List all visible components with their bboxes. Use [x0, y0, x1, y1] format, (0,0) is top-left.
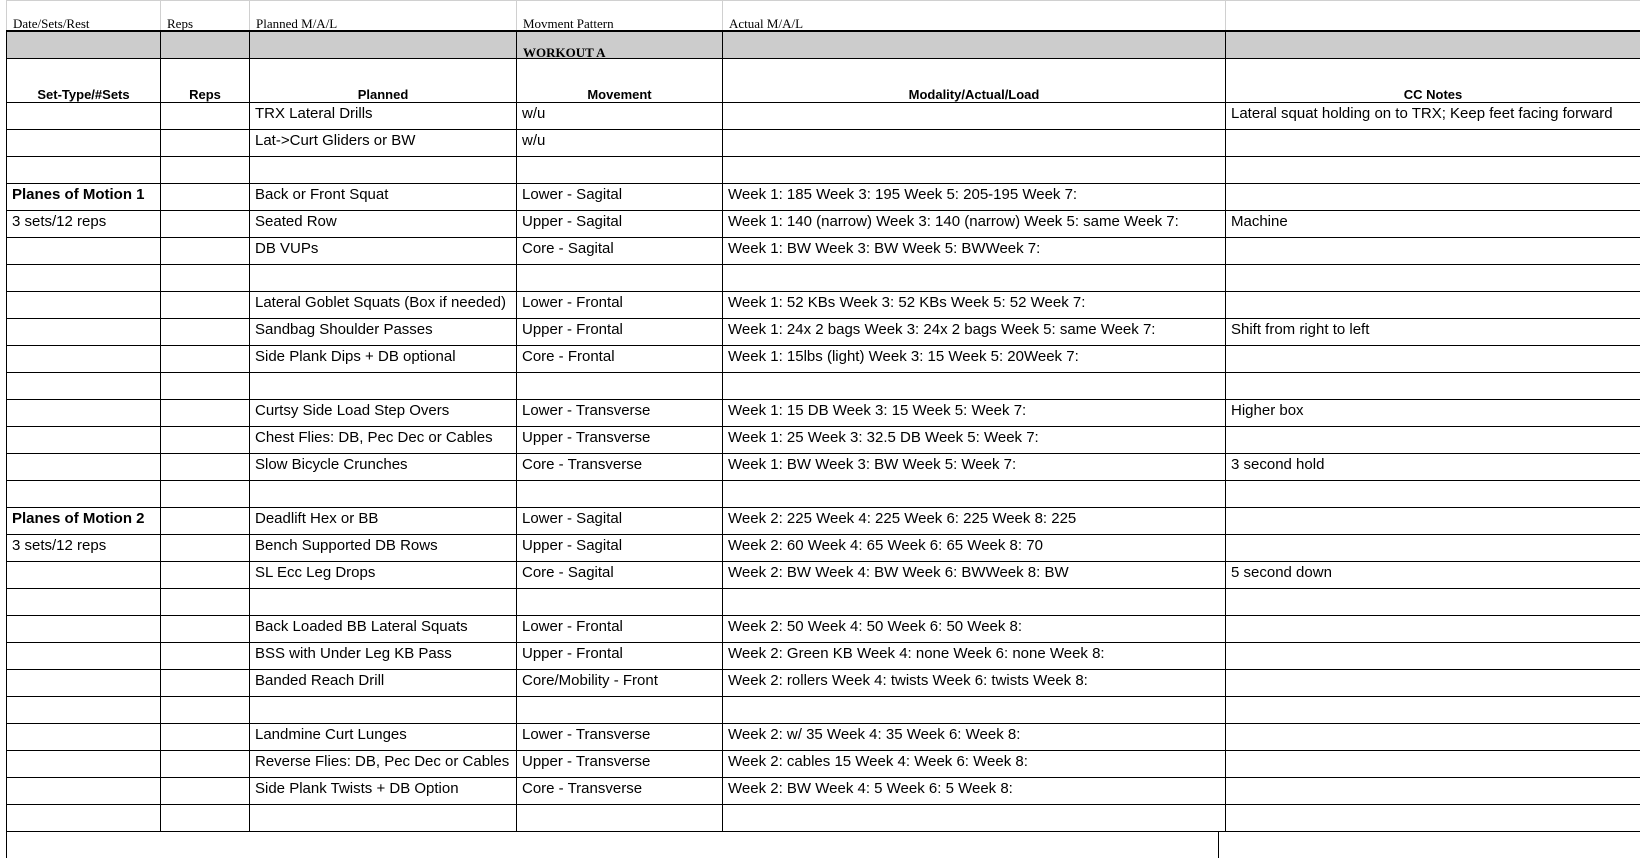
- cell-set-type[interactable]: 3 sets/12 reps: [6, 211, 160, 238]
- cell-planned[interactable]: Banded Reach Drill: [249, 670, 516, 697]
- cell-movement[interactable]: [516, 157, 722, 184]
- cell-cc-notes[interactable]: [1225, 697, 1640, 724]
- cell-planned[interactable]: TRX Lateral Drills: [249, 103, 516, 130]
- cell-reps[interactable]: [160, 346, 249, 373]
- cell-set-type[interactable]: [6, 481, 160, 508]
- table-row: [6, 562, 1640, 589]
- cell-set-type[interactable]: Planes of Motion 1: [6, 184, 160, 211]
- cell-movement[interactable]: [516, 373, 722, 400]
- cell-movement[interactable]: Upper - Sagital: [516, 535, 722, 562]
- cell-planned[interactable]: Landmine Curt Lunges: [249, 724, 516, 751]
- cell-modality[interactable]: [722, 265, 1225, 292]
- table-row: [6, 589, 1640, 616]
- header-date-sets-rest[interactable]: Date/Sets/Rest: [6, 0, 160, 30]
- cell-modality[interactable]: Week 1: 24x 2 bags Week 3: 24x 2 bags Week 5: same Week 7:: [722, 319, 1225, 346]
- cell-cc-notes[interactable]: [1225, 481, 1640, 508]
- cell-planned[interactable]: [249, 589, 516, 616]
- cell-cc-notes[interactable]: [1225, 778, 1640, 805]
- cell-reps[interactable]: [160, 778, 249, 805]
- cell-cc-notes[interactable]: [1225, 184, 1640, 211]
- cell-modality[interactable]: Week 2: cables 15 Week 4: Week 6: Week 8:: [722, 751, 1225, 778]
- cell-modality[interactable]: Week 1: 15lbs (light) Week 3: 15 Week 5: 20Week 7:: [722, 346, 1225, 373]
- cell-cc-notes[interactable]: [1225, 508, 1640, 535]
- section-cell[interactable]: [1225, 30, 1640, 59]
- cell-set-type[interactable]: [6, 238, 160, 265]
- section-cell[interactable]: [6, 30, 160, 59]
- cell-movement[interactable]: Upper - Transverse: [516, 427, 722, 454]
- cell-set-type[interactable]: Planes of Motion 2: [6, 508, 160, 535]
- cell-movement[interactable]: Core - Transverse: [516, 778, 722, 805]
- cell-modality[interactable]: [722, 697, 1225, 724]
- cell-cc-notes[interactable]: 5 second down: [1225, 562, 1640, 589]
- cell-movement[interactable]: Lower - Transverse: [516, 724, 722, 751]
- cell-set-type[interactable]: [6, 130, 160, 157]
- cell-planned[interactable]: Side Plank Twists + DB Option: [249, 778, 516, 805]
- cell-movement[interactable]: Core/Mobility - Front: [516, 670, 722, 697]
- cell-set-type[interactable]: [6, 643, 160, 670]
- cell-planned[interactable]: [249, 373, 516, 400]
- cell-modality[interactable]: [722, 130, 1225, 157]
- cell-planned[interactable]: Sandbag Shoulder Passes: [249, 319, 516, 346]
- header-actual-mal[interactable]: Actual M/A/L: [722, 0, 1225, 30]
- table-row: [6, 535, 1640, 562]
- table-row: [6, 130, 1640, 157]
- cell-modality[interactable]: Week 2: w/ 35 Week 4: 35 Week 6: Week 8:: [722, 724, 1225, 751]
- cell-planned[interactable]: Back Loaded BB Lateral Squats: [249, 616, 516, 643]
- cell-reps[interactable]: [160, 724, 249, 751]
- table-row: [6, 184, 1640, 211]
- cell-movement[interactable]: Upper - Frontal: [516, 643, 722, 670]
- table-row: [6, 211, 1640, 238]
- cell-reps[interactable]: [160, 751, 249, 778]
- table-row: [6, 292, 1640, 319]
- cell-modality[interactable]: Week 2: rollers Week 4: twists Week 6: twists Week 8:: [722, 670, 1225, 697]
- cell-planned[interactable]: Back or Front Squat: [249, 184, 516, 211]
- cell-modality[interactable]: Week 1: 140 (narrow) Week 3: 140 (narrow) Week 5: same Week 7:: [722, 211, 1225, 238]
- cell-modality[interactable]: [722, 373, 1225, 400]
- cell-set-type[interactable]: [6, 319, 160, 346]
- cell-planned[interactable]: Chest Flies: DB, Pec Dec or Cables: [249, 427, 516, 454]
- section-cell[interactable]: [722, 30, 1225, 59]
- cell-reps[interactable]: [160, 562, 249, 589]
- cell-reps[interactable]: [160, 427, 249, 454]
- table-row: [6, 238, 1640, 265]
- cell-cc-notes[interactable]: [1225, 535, 1640, 562]
- cell-movement[interactable]: Lower - Transverse: [516, 400, 722, 427]
- cell-reps[interactable]: [160, 130, 249, 157]
- cell-cc-notes[interactable]: [1225, 805, 1640, 832]
- cell-modality[interactable]: Week 1: 185 Week 3: 195 Week 5: 205-195 Week 7:: [722, 184, 1225, 211]
- cell-reps[interactable]: [160, 319, 249, 346]
- cell-modality[interactable]: [722, 103, 1225, 130]
- cell-reps[interactable]: [160, 643, 249, 670]
- cell-cc-notes[interactable]: [1225, 346, 1640, 373]
- table-row: [6, 670, 1640, 697]
- cell-cc-notes[interactable]: [1225, 427, 1640, 454]
- cell-modality[interactable]: [722, 589, 1225, 616]
- cell-modality[interactable]: Week 2: 50 Week 4: 50 Week 6: 50 Week 8:: [722, 616, 1225, 643]
- cell-reps[interactable]: [160, 589, 249, 616]
- cell-cc-notes[interactable]: [1225, 130, 1640, 157]
- cell-modality[interactable]: Week 1: BW Week 3: BW Week 5: Week 7:: [722, 454, 1225, 481]
- cell-set-type[interactable]: [6, 400, 160, 427]
- table-row: [6, 643, 1640, 670]
- cell-cc-notes[interactable]: [1225, 265, 1640, 292]
- cell-modality[interactable]: Week 1: 15 DB Week 3: 15 Week 5: Week 7:: [722, 400, 1225, 427]
- cell-reps[interactable]: [160, 184, 249, 211]
- cell-set-type[interactable]: [6, 751, 160, 778]
- cell-movement[interactable]: [516, 481, 722, 508]
- cell-modality[interactable]: Week 2: BW Week 4: 5 Week 6: 5 Week 8:: [722, 778, 1225, 805]
- cell-cc-notes[interactable]: [1225, 292, 1640, 319]
- table-row: [6, 751, 1640, 778]
- cell-cc-notes[interactable]: [1225, 616, 1640, 643]
- cell-modality[interactable]: Week 2: 60 Week 4: 65 Week 6: 65 Week 8: 70: [722, 535, 1225, 562]
- cell-set-type[interactable]: 3 sets/12 reps: [6, 535, 160, 562]
- table-row: [6, 481, 1640, 508]
- cell-reps[interactable]: [160, 535, 249, 562]
- cell-movement[interactable]: [516, 265, 722, 292]
- cell-movement[interactable]: Core - Frontal: [516, 346, 722, 373]
- cell-cc-notes[interactable]: [1225, 643, 1640, 670]
- cell-cc-notes[interactable]: [1225, 238, 1640, 265]
- cell-planned[interactable]: Seated Row: [249, 211, 516, 238]
- cell-planned[interactable]: SL Ecc Leg Drops: [249, 562, 516, 589]
- cell-modality[interactable]: Week 1: BW Week 3: BW Week 5: BWWeek 7:: [722, 238, 1225, 265]
- cell-modality[interactable]: Week 2: 225 Week 4: 225 Week 6: 225 Week 8: 225: [722, 508, 1225, 535]
- cell-reps[interactable]: [160, 373, 249, 400]
- cell-modality[interactable]: [722, 481, 1225, 508]
- cell-planned[interactable]: BSS with Under Leg KB Pass: [249, 643, 516, 670]
- cell-cc-notes[interactable]: Shift from right to left: [1225, 319, 1640, 346]
- cell-set-type[interactable]: [6, 157, 160, 184]
- cell-movement[interactable]: Upper - Frontal: [516, 319, 722, 346]
- cell-set-type[interactable]: [6, 805, 160, 832]
- col-header-cc-notes[interactable]: CC Notes: [1225, 59, 1640, 103]
- header-planned-mal[interactable]: Planned M/A/L: [249, 0, 516, 30]
- header-reps[interactable]: Reps: [160, 0, 249, 30]
- section-cell[interactable]: [160, 30, 249, 59]
- cell-reps[interactable]: [160, 265, 249, 292]
- cell-planned[interactable]: [249, 697, 516, 724]
- cell-modality[interactable]: [722, 157, 1225, 184]
- table-row: [6, 373, 1640, 400]
- header-blank[interactable]: [1225, 0, 1640, 30]
- cell-reps[interactable]: [160, 670, 249, 697]
- col-header-modality[interactable]: Modality/Actual/Load: [722, 59, 1225, 103]
- cell-movement[interactable]: Lower - Sagital: [516, 184, 722, 211]
- cell-reps[interactable]: [160, 805, 249, 832]
- cell-movement[interactable]: Core - Sagital: [516, 238, 722, 265]
- cell-movement[interactable]: Upper - Transverse: [516, 751, 722, 778]
- cell-reps[interactable]: [160, 292, 249, 319]
- cell-movement[interactable]: Lower - Frontal: [516, 616, 722, 643]
- cell-set-type[interactable]: [6, 427, 160, 454]
- table-row: [6, 319, 1640, 346]
- cell-set-type[interactable]: [6, 292, 160, 319]
- cell-reps[interactable]: [160, 697, 249, 724]
- cell-modality[interactable]: [722, 805, 1225, 832]
- col-header-reps[interactable]: Reps: [160, 59, 249, 103]
- header-movement-pattern[interactable]: Movment Pattern: [516, 0, 722, 30]
- section-cell[interactable]: [249, 30, 516, 59]
- cell-set-type[interactable]: [6, 616, 160, 643]
- cell-planned[interactable]: Slow Bicycle Crunches: [249, 454, 516, 481]
- cell-planned[interactable]: Reverse Flies: DB, Pec Dec or Cables: [249, 751, 516, 778]
- cell-set-type[interactable]: [6, 697, 160, 724]
- cell-reps[interactable]: [160, 616, 249, 643]
- cell-movement[interactable]: Core - Transverse: [516, 454, 722, 481]
- table-tail: [6, 831, 1219, 858]
- table-row: [6, 616, 1640, 643]
- cell-cc-notes[interactable]: 3 second hold: [1225, 454, 1640, 481]
- table-row: [6, 724, 1640, 751]
- cell-cc-notes[interactable]: [1225, 373, 1640, 400]
- table-row: [6, 103, 1640, 130]
- table-row: [6, 400, 1640, 427]
- cell-planned[interactable]: Lat->Curt Gliders or BW: [249, 130, 516, 157]
- cell-set-type[interactable]: [6, 562, 160, 589]
- cell-reps[interactable]: [160, 238, 249, 265]
- cell-planned[interactable]: [249, 805, 516, 832]
- cell-planned[interactable]: Bench Supported DB Rows: [249, 535, 516, 562]
- cell-set-type[interactable]: [6, 346, 160, 373]
- cell-movement[interactable]: w/u: [516, 103, 722, 130]
- table-row: [6, 157, 1640, 184]
- cell-reps[interactable]: [160, 481, 249, 508]
- table-row: [6, 427, 1640, 454]
- table-row: [6, 778, 1640, 805]
- cell-reps[interactable]: [160, 454, 249, 481]
- cell-set-type[interactable]: [6, 265, 160, 292]
- cell-cc-notes[interactable]: [1225, 157, 1640, 184]
- cell-movement[interactable]: Core - Sagital: [516, 562, 722, 589]
- cell-set-type[interactable]: [6, 103, 160, 130]
- cell-movement[interactable]: w/u: [516, 130, 722, 157]
- table-row: [6, 346, 1640, 373]
- cell-planned[interactable]: [249, 265, 516, 292]
- col-header-planned[interactable]: Planned: [249, 59, 516, 103]
- cell-movement[interactable]: [516, 697, 722, 724]
- cell-movement[interactable]: [516, 805, 722, 832]
- table-row: [6, 508, 1640, 535]
- cell-planned[interactable]: Curtsy Side Load Step Overs: [249, 400, 516, 427]
- table-row: [6, 805, 1640, 832]
- cell-cc-notes[interactable]: Higher box: [1225, 400, 1640, 427]
- table-row: [6, 697, 1640, 724]
- cell-reps[interactable]: [160, 508, 249, 535]
- cell-planned[interactable]: Deadlift Hex or BB: [249, 508, 516, 535]
- table-row: [6, 265, 1640, 292]
- cell-set-type[interactable]: [6, 454, 160, 481]
- cell-cc-notes[interactable]: [1225, 724, 1640, 751]
- cell-planned[interactable]: Side Plank Dips + DB optional: [249, 346, 516, 373]
- cell-movement[interactable]: [516, 589, 722, 616]
- table-row: [6, 454, 1640, 481]
- cell-set-type[interactable]: [6, 724, 160, 751]
- cell-cc-notes[interactable]: [1225, 589, 1640, 616]
- col-header-set-type[interactable]: Set-Type/#Sets: [6, 59, 160, 103]
- cell-set-type[interactable]: [6, 373, 160, 400]
- cell-modality[interactable]: Week 2: Green KB Week 4: none Week 6: none Week 8:: [722, 643, 1225, 670]
- section-title-cell[interactable]: [516, 30, 722, 59]
- cell-planned[interactable]: [249, 157, 516, 184]
- cell-set-type[interactable]: [6, 589, 160, 616]
- cell-movement[interactable]: Lower - Sagital: [516, 508, 722, 535]
- cell-modality[interactable]: Week 2: BW Week 4: BW Week 6: BWWeek 8: BW: [722, 562, 1225, 589]
- cell-reps[interactable]: [160, 157, 249, 184]
- section-title: WORKOUT A: [523, 45, 606, 59]
- cell-modality[interactable]: Week 1: 25 Week 3: 32.5 DB Week 5: Week 7:: [722, 427, 1225, 454]
- cell-movement[interactable]: Upper - Sagital: [516, 211, 722, 238]
- cell-cc-notes[interactable]: Lateral squat holding on to TRX; Keep feet facing forward: [1225, 103, 1640, 130]
- col-header-movement[interactable]: Movement: [516, 59, 722, 103]
- cell-planned[interactable]: [249, 481, 516, 508]
- cell-cc-notes[interactable]: Machine: [1225, 211, 1640, 238]
- cell-set-type[interactable]: [6, 778, 160, 805]
- cell-cc-notes[interactable]: [1225, 751, 1640, 778]
- cell-cc-notes[interactable]: [1225, 670, 1640, 697]
- cell-reps[interactable]: [160, 400, 249, 427]
- cell-set-type[interactable]: [6, 670, 160, 697]
- cell-planned[interactable]: Lateral Goblet Squats (Box if needed): [249, 292, 516, 319]
- cell-reps[interactable]: [160, 211, 249, 238]
- cell-reps[interactable]: [160, 103, 249, 130]
- cell-planned[interactable]: DB VUPs: [249, 238, 516, 265]
- cell-movement[interactable]: Lower - Frontal: [516, 292, 722, 319]
- cell-modality[interactable]: Week 1: 52 KBs Week 3: 52 KBs Week 5: 52 Week 7:: [722, 292, 1225, 319]
